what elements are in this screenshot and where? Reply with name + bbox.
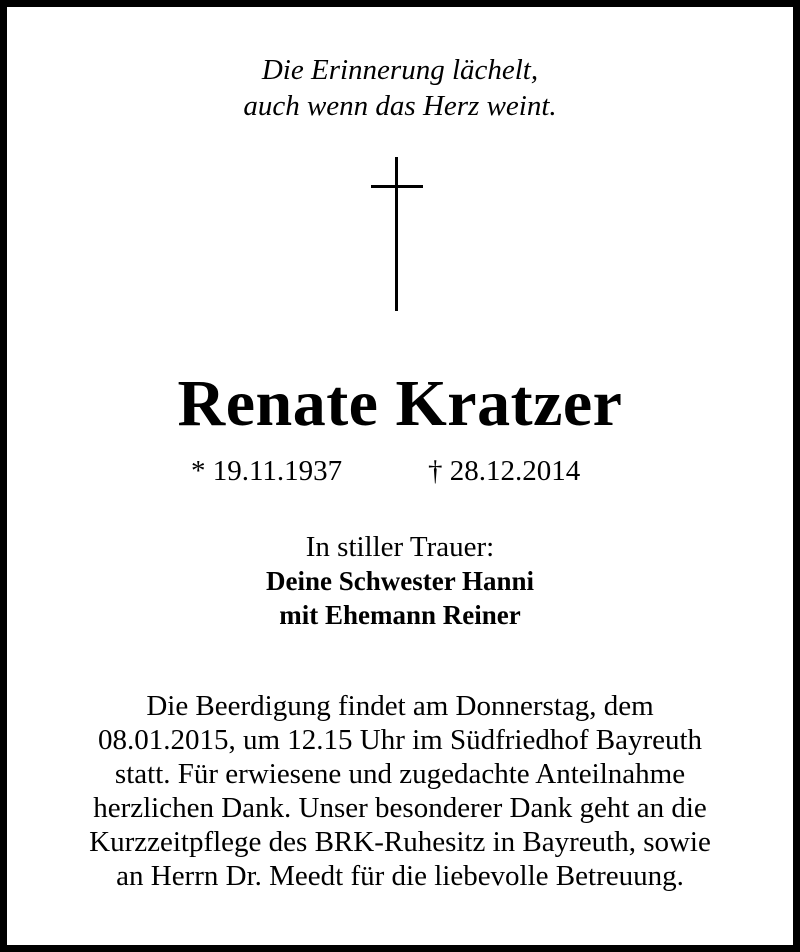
cross-icon: [371, 157, 423, 311]
funeral-line-6: an Herrn Dr. Meedt für die liebevolle Betreuung.: [116, 860, 684, 892]
mourner-line-2: mit Ehemann Reiner: [279, 600, 521, 630]
mourner-line-1: Deine Schwester Hanni: [266, 566, 534, 596]
motto-line-2: auch wenn das Herz weint.: [243, 90, 557, 122]
motto-line-1: Die Erinnerung lächelt,: [261, 54, 539, 86]
cross-horizontal-bar: [371, 185, 423, 188]
motto-quote: [0, 52, 800, 124]
funeral-line-4: herzlichen Dank. Unser besonderer Dank geht an die: [93, 792, 707, 824]
funeral-line-2: 08.01.2015, um 12.15 Uhr im Südfriedhof Bayreuth: [97, 724, 703, 756]
mourners-intro: In stiller Trauer:: [305, 531, 495, 563]
life-dates: [0, 454, 800, 488]
cross-vertical-bar: [395, 157, 398, 311]
death-date: † 28.12.2014: [428, 455, 581, 487]
funeral-line-1: Die Beerdigung findet am Donnerstag, dem: [146, 690, 654, 722]
funeral-notice: [40, 689, 760, 893]
funeral-line-5: Kurzzeitpflege des BRK-Ruhesitz in Bayreuth, sowie: [89, 826, 711, 858]
deceased-name: Renate Kratzer: [177, 367, 623, 440]
birth-date: * 19.11.1937: [191, 455, 343, 487]
funeral-line-3: statt. Für erwiesene und zugedachte Anteilnahme: [114, 758, 686, 790]
mourners-block: [0, 530, 800, 632]
